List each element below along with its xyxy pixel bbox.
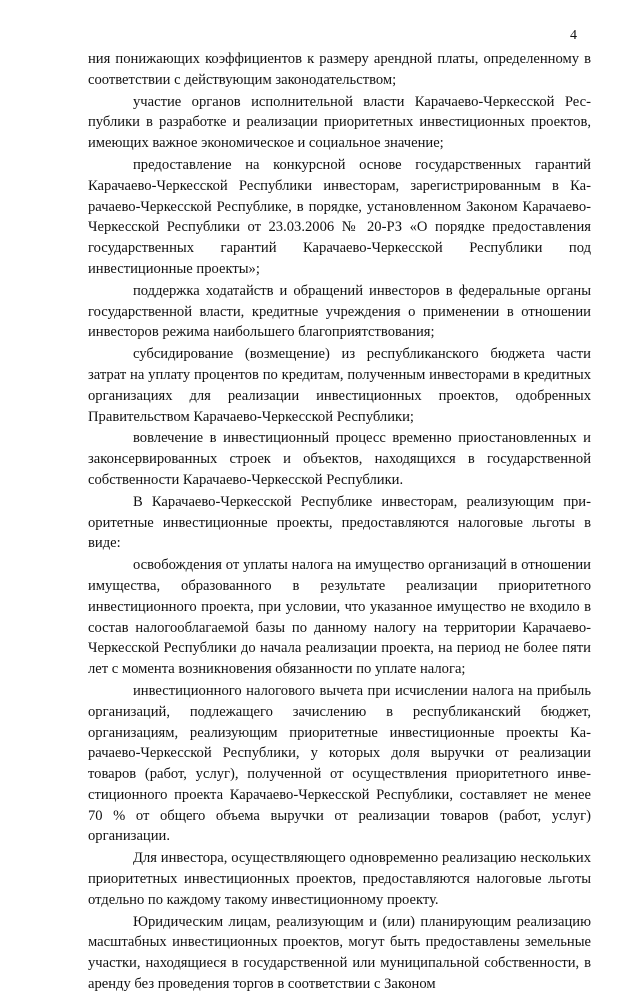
- paragraph-9: инвестиционного налогового вычета при исчислении налога на прибыль организаций, подлежащего зачислению в республиканский бюджет, организациям, реализующим приоритетные инвестиционные проекты Карачаево-Черкесской Республики, у которых доля выручки от реализации товаров (работ, услуг), полученной от осуществления приоритетного инвестиционного проекта Карачаево-Черкесской Республики, составляет не менее 70 % от общего объема выручки от реализации товаров (работ, услуг) организации.: [88, 682, 591, 845]
- document-body: [88, 49, 591, 996]
- paragraph-11: Юридическим лицам, реализующим и (или) планирующим реализацию масштабных инвестиционных проектов, могут быть предоставлены земельные участки, находящиеся в государственной или муниципальной собственности, в аренду без проведения торгов в соответствии с Законом: [88, 913, 591, 993]
- paragraph-8: освобождения от уплаты налога на имущество организаций в отношении имущества, образованного в результате реализации приоритетного инвестиционного проекта, при условии, что указанное имущество не входило в состав налогооблагаемой базы по данному налогу на территории Карачаево-Черкесской Республики до начала реализации проекта, на период не более пяти лет с момента возникновения обязанности по уплате налога;: [88, 557, 591, 678]
- paragraph-10: Для инвестора, осуществляющего одновременно реализацию нескольких приоритетных инвестиционных проектов, предоставляются налоговые льготы отдельно по каждому такому инвестиционному проекту.: [88, 850, 591, 908]
- paragraph-4: поддержка ходатайств и обращений инвесторов в федеральные органы государственной власти, кредитные учреждения о применении в отношении инвесторов режима наибольшего благоприятствования;: [88, 282, 591, 341]
- paragraph-7: В Карачаево-Черкесской Республике инвесторам, реализующим приоритетные инвестиционные проекты, предоставляются налоговые льготы в виде:: [88, 493, 591, 552]
- paragraph-1: ния понижающих коэффициентов к размеру арендной платы, определенному в соответствии с действующим законодательством;: [88, 51, 591, 88]
- page-number: 4: [570, 28, 577, 43]
- paragraph-5: субсидирование (возмещение) из республиканского бюджета части затрат на уплату процентов по кредитам, полученным инвесторами в кредитных организациях для реализации инвестиционных проектов, одобренных Правительством Карачаево-Черкесской Республики;: [88, 346, 591, 425]
- paragraph-6: вовлечение в инвестиционный процесс временно приостановленных и законсервированных строек и объектов, находящихся в государственной собственности Карачаево-Черкесской Республики.: [88, 430, 591, 488]
- paragraph-3: предоставление на конкурсной основе государственных гарантий Карачаево-Черкесской Республики инвесторам, зарегистрированным в Карачаево-Черкесской Республике, в порядке, установленном Законом Карачаево-Черкесской Республики от 23.03.2006 № 20-РЗ «О порядке предоставления государственных гарантий Карачаево-Черкесской Республики под инвестиционные проекты»;: [88, 156, 591, 277]
- paragraph-2: участие органов исполнительной власти Карачаево-Черкесской Республики в разработке и реализации приоритетных инвестиционных проектов, имеющих важное экономическое и социальное значение;: [88, 93, 591, 152]
